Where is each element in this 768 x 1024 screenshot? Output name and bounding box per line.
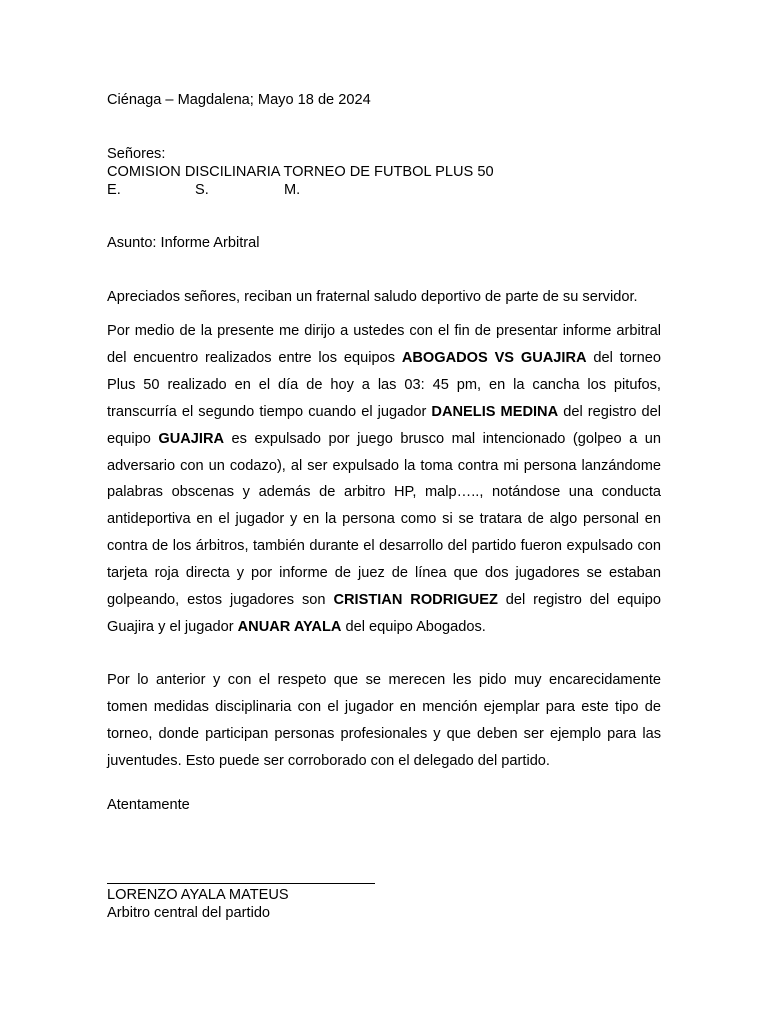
- subject-line: Asunto: Informe Arbitral: [107, 235, 260, 251]
- recipient-m: M.: [284, 182, 301, 198]
- recipient-s: S.: [195, 182, 209, 198]
- body1-text-5: del registro del equipo Guajira y el jugador: [107, 592, 662, 635]
- letter-page: [107, 0, 661, 1024]
- body-paragraph-2: Por lo anterior y con el respeto que se merecen les pido muy encarecidamente tomen medidas disciplinaria con el jugador en mención ejemplar para este tipo de torneo, donde participan personas profesionales y que deben ser ejemplo para las juventudes. Esto puede ser corroborado con el delegado del partido.: [107, 672, 661, 769]
- body1-text-1: Por medio de la presente me dirijo a ustedes con el fin de presentar informe arbitral del encuentro realizados entre los equipos: [107, 323, 661, 366]
- signature-role: Arbitro central del partido: [107, 905, 271, 921]
- player-anuar-bold: ANUAR AYALA: [237, 618, 342, 635]
- team-guajira-bold: GUAJIRA: [158, 430, 225, 447]
- teams-bold: ABOGADOS VS GUAJIRA: [401, 349, 587, 366]
- signature-line: [107, 883, 375, 884]
- player-danelis-bold: DANELIS MEDINA: [431, 403, 559, 420]
- place-date: Ciénaga – Magdalena; Mayo 18 de 2024: [107, 92, 371, 108]
- signature-name: LORENZO AYALA MATEUS: [107, 887, 289, 903]
- player-cristian-bold: CRISTIAN RODRIGUEZ: [333, 592, 498, 609]
- body1-text-4: es expulsado por juego brusco mal intencionado (golpeo a un adversario con un codazo), al ser expulsado la toma contra mi persona lanzándome palabras obscenas y además de arbitro HP, malp….., notándose una conducta antideportiva en el jugador y en la persona como si se tratara de algo personal en contra de los árbitros, también durante el desarrollo del partido fueron expulsado con tarjeta roja directa y por informe de juez de línea que dos jugadores se estaban golpeando, estos jugadores son: [107, 430, 661, 609]
- body1-text-3: del registro del equipo: [107, 403, 661, 447]
- body-paragraph-1: [107, 318, 661, 641]
- body1-text-2: del torneo Plus 50 realizado en el día de hoy a las 03: 45 pm, en la cancha los pitufos, transcurría el segundo tiempo cuando el jugador: [107, 349, 662, 420]
- recipient-e: E.: [107, 182, 121, 198]
- body1-text-6: del equipo Abogados.: [341, 618, 486, 635]
- recipient-salutation: Señores:: [107, 146, 166, 162]
- closing: Atentamente: [107, 797, 190, 813]
- recipient-organization: COMISION DISCILINARIA TORNEO DE FUTBOL PLUS 50: [107, 164, 494, 180]
- greeting: Apreciados señores, reciban un fraternal saludo deportivo de parte de su servidor.: [107, 289, 638, 305]
